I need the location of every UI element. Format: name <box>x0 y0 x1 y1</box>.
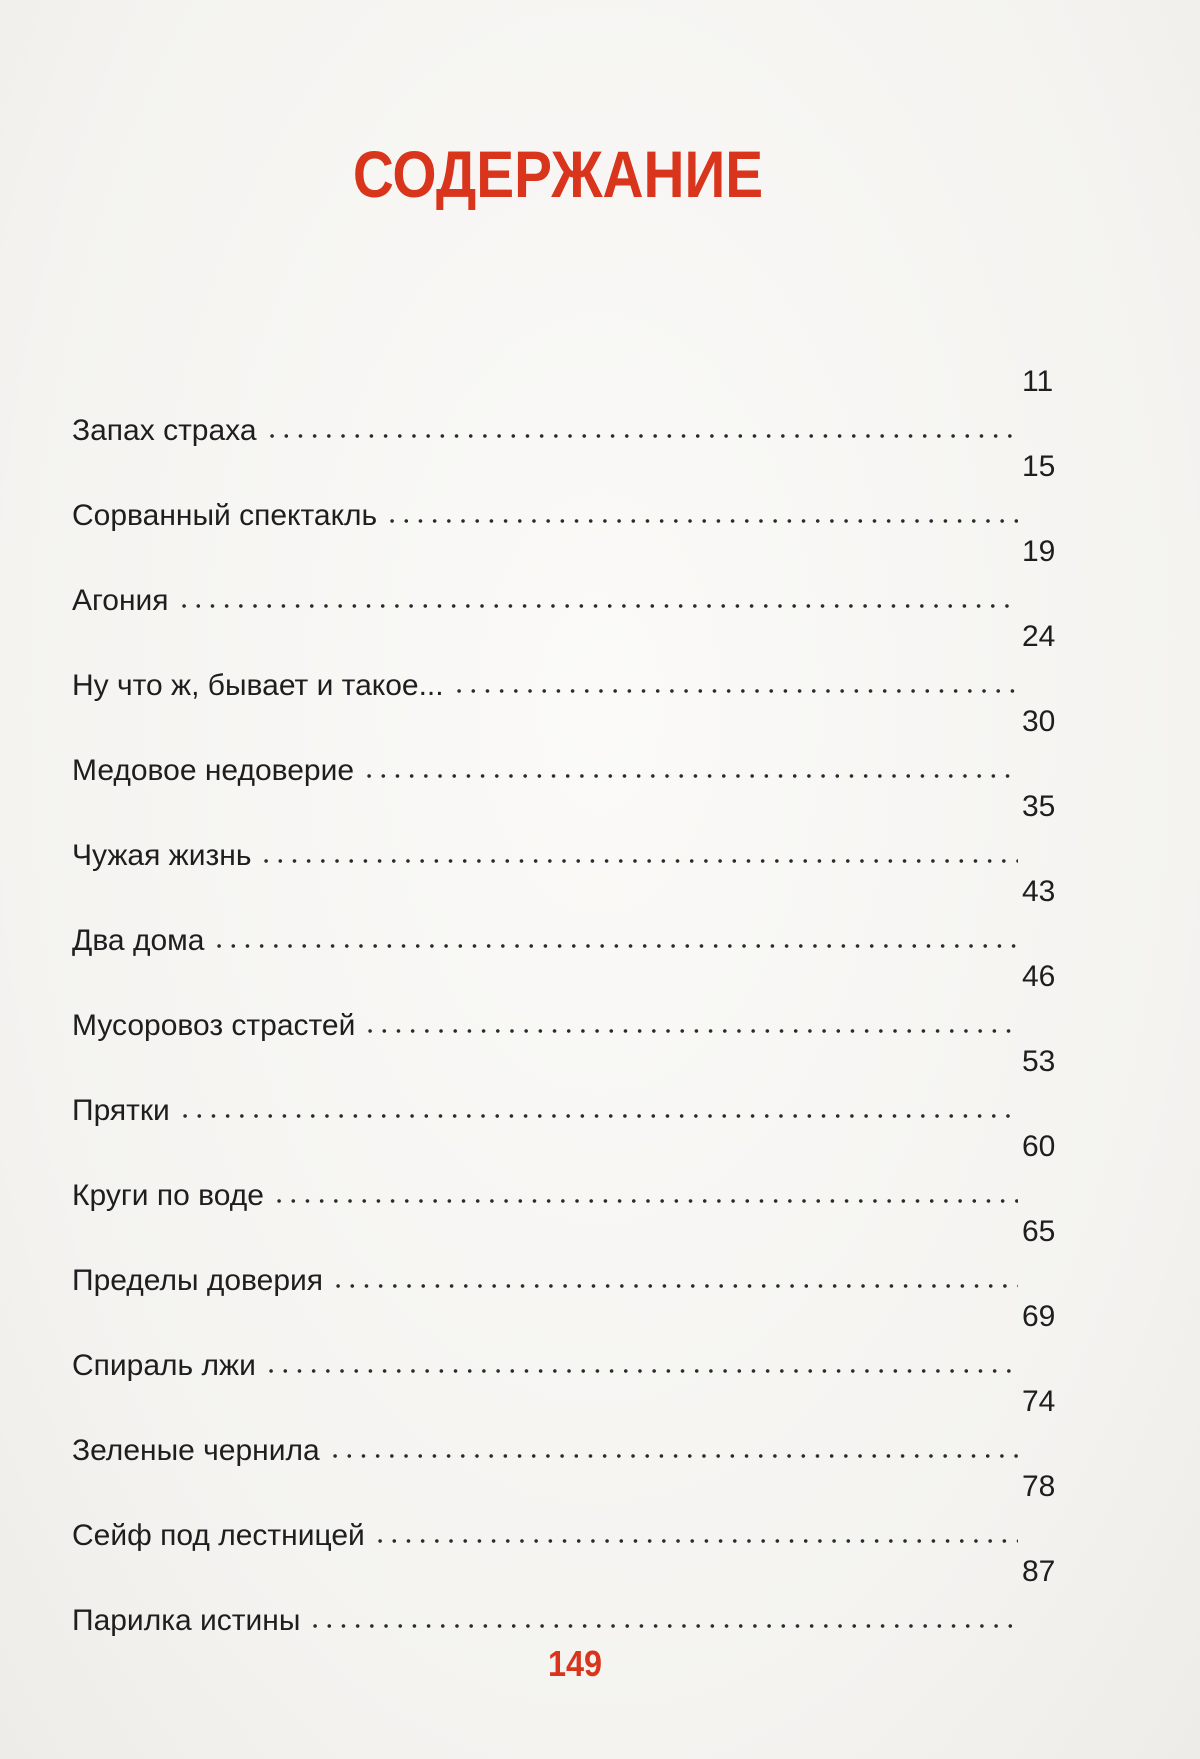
toc-entry <box>72 1469 1062 1554</box>
toc-entry-page: 78 <box>1022 1470 1056 1503</box>
toc-entry <box>72 704 1062 789</box>
toc-entry-title: Сейф под лестницей <box>72 1519 365 1552</box>
page-title: СОДЕРЖАНИЕ <box>352 137 764 212</box>
dot-leader <box>272 1197 1018 1205</box>
toc-entry-title: Круги по воде <box>72 1179 264 1212</box>
dot-leader <box>259 857 1018 865</box>
toc-entry-page: 53 <box>1022 1045 1056 1078</box>
toc-entry <box>72 1554 1062 1639</box>
table-of-contents <box>72 364 1062 1639</box>
toc-entry-page: 19 <box>1022 535 1056 568</box>
toc-entry-page: 15 <box>1022 450 1056 483</box>
dot-leader <box>385 517 1018 525</box>
toc-entry-title: Медовое недоверие <box>72 754 355 787</box>
toc-entry-title: Чужая жизнь <box>72 839 252 872</box>
dot-leader <box>452 687 1018 695</box>
toc-entry-page: 11 <box>1022 365 1054 398</box>
toc-entry-title: Пределы доверия <box>72 1264 324 1297</box>
dot-leader <box>264 1367 1018 1375</box>
toc-entry <box>72 789 1062 874</box>
toc-entry-page: 69 <box>1022 1300 1056 1333</box>
toc-entry-title: Агония <box>72 584 169 617</box>
toc-entry <box>72 1299 1062 1384</box>
dot-leader <box>331 1282 1018 1290</box>
toc-entry-title: Спираль лжи <box>72 1349 256 1382</box>
toc-entry <box>72 1044 1062 1129</box>
toc-entry <box>72 364 1062 449</box>
toc-entry <box>72 1129 1062 1214</box>
toc-entry <box>72 449 1062 534</box>
page-number: 149 <box>547 1643 603 1684</box>
toc-entry-page: 24 <box>1022 620 1056 653</box>
dot-leader <box>265 432 1018 440</box>
dot-leader <box>178 1112 1018 1120</box>
toc-entry <box>72 619 1062 704</box>
toc-entry <box>72 1384 1062 1469</box>
toc-entry-title: Парилка истины <box>72 1604 301 1637</box>
dot-leader <box>308 1622 1018 1630</box>
dot-leader <box>328 1452 1018 1460</box>
dot-leader <box>362 772 1018 780</box>
toc-entry <box>72 874 1062 959</box>
toc-entry-page: 60 <box>1022 1130 1056 1163</box>
dot-leader <box>177 602 1018 610</box>
toc-entry-page: 74 <box>1022 1385 1056 1418</box>
toc-entry <box>72 959 1062 1044</box>
toc-entry-page: 43 <box>1022 875 1056 908</box>
toc-entry-title: Прятки <box>72 1094 170 1127</box>
dot-leader <box>373 1537 1018 1545</box>
toc-entry-title: Зеленые чернила <box>72 1434 320 1467</box>
toc-entry-page: 87 <box>1022 1555 1056 1588</box>
toc-entry-title: Два дома <box>72 924 205 957</box>
toc-entry-page: 46 <box>1022 960 1056 993</box>
toc-entry <box>72 534 1062 619</box>
toc-entry-page: 65 <box>1022 1215 1056 1248</box>
toc-entry-page: 35 <box>1022 790 1056 823</box>
toc-entry-title: Сорванный спектакль <box>72 499 378 532</box>
dot-leader <box>212 942 1018 950</box>
toc-entry-page: 30 <box>1022 705 1056 738</box>
toc-entry-title: Ну что ж, бывает и такое... <box>72 669 444 702</box>
toc-entry <box>72 1214 1062 1299</box>
toc-entry-title: Запах страха <box>72 414 257 447</box>
toc-entry-title: Мусоровоз страстей <box>72 1009 356 1042</box>
dot-leader <box>363 1027 1018 1035</box>
